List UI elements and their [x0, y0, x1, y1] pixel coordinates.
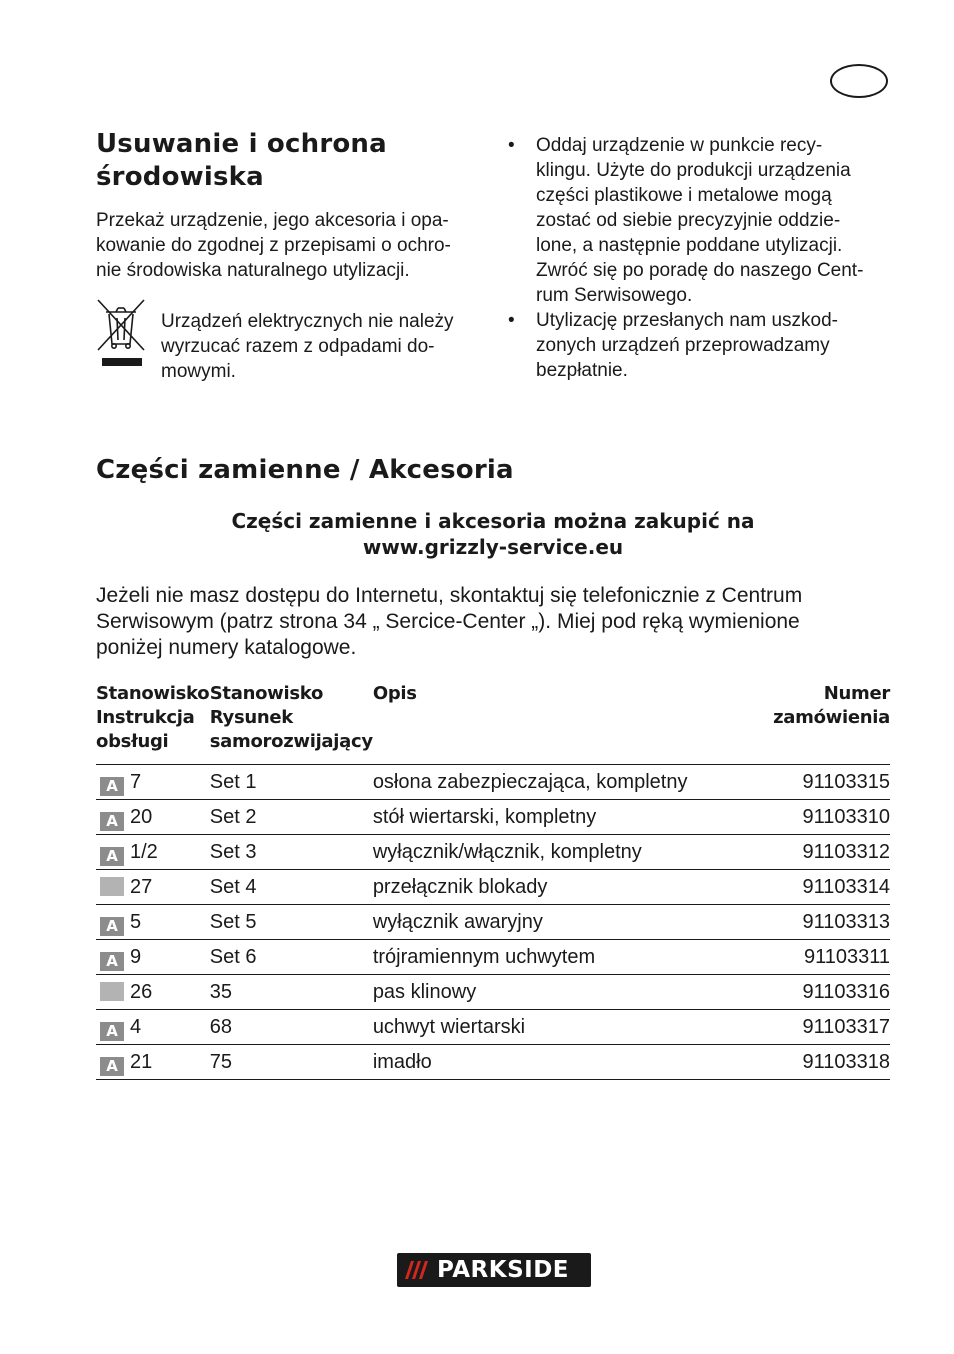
weee-note: Urządzeń elektrycznych nie należy wyrzucać razem z odpadami do- mowymi. [161, 311, 454, 382]
cell-drawing-position: Set 3 [210, 835, 373, 870]
parts-table [96, 682, 890, 1080]
cell-manual-position [96, 940, 210, 975]
cell-description: osłona zabezpieczająca, kompletny [373, 765, 725, 800]
position-number: 9 [130, 946, 142, 968]
cell-order-number: 91103315 [725, 765, 890, 800]
position-number: 27 [130, 876, 153, 898]
figure-tag-icon: A [100, 847, 124, 866]
figure-tag-icon: A [100, 952, 124, 971]
parkside-logo [397, 1253, 591, 1287]
position-number: 5 [130, 911, 142, 933]
figure-tag-icon: A [100, 777, 124, 796]
cell-drawing-position: Set 5 [210, 905, 373, 940]
cell-drawing-position: 75 [210, 1045, 373, 1080]
cell-description: stół wiertarski, kompletny [373, 800, 725, 835]
cell-drawing-position: 35 [210, 975, 373, 1010]
table-row [96, 1010, 890, 1045]
figure-tag-icon [100, 877, 124, 896]
cell-manual-position [96, 800, 210, 835]
disposal-bullets [506, 133, 886, 383]
disposal-title: Usuwanie i ochrona środowiska [96, 129, 387, 192]
cell-manual-position [96, 1045, 210, 1080]
figure-tag-icon: A [100, 1057, 124, 1076]
figure-tag-icon [100, 982, 124, 1001]
header-drawing-position: Stanowisko Rysunek samorozwijający [209, 683, 373, 752]
cell-drawing-position: Set 2 [210, 800, 373, 835]
header-description: Opis [372, 683, 417, 704]
cell-order-number: 91103314 [725, 870, 890, 905]
cell-description: wyłącznik awaryjny [373, 905, 725, 940]
cell-order-number: 91103311 [725, 940, 890, 975]
table-row [96, 975, 890, 1010]
cell-manual-position [96, 835, 210, 870]
parts-title: Części zamienne / Akcesoria [96, 455, 514, 485]
bullet-icon: • [508, 135, 515, 156]
table-row [96, 940, 890, 975]
position-number: 20 [130, 806, 153, 828]
cell-manual-position [96, 765, 210, 800]
table-header-row [96, 682, 890, 765]
position-number: 26 [130, 981, 153, 1003]
table-row [96, 905, 890, 940]
table-row [96, 835, 890, 870]
cell-order-number: 91103317 [725, 1010, 890, 1045]
table-row [96, 800, 890, 835]
bullet-item: • Utylizację przesłanych nam uszkod- zonych urządzeń przeprowadzamy bezpłatnie. [508, 310, 839, 381]
position-number: 7 [130, 771, 142, 793]
cell-order-number: 91103313 [725, 905, 890, 940]
cell-order-number: 91103312 [725, 835, 890, 870]
cell-drawing-position: Set 6 [210, 940, 373, 975]
cell-manual-position [96, 1010, 210, 1045]
crossed-bin-icon [96, 298, 146, 370]
position-number: 4 [130, 1016, 142, 1038]
cell-description: uchwyt wiertarski [373, 1010, 725, 1045]
cell-description: trójramiennym uchwytem [373, 940, 725, 975]
intro-paragraph: Jeżeli nie masz dostępu do Internetu, skontaktuj się telefonicznie z Centrum Serwisowym (patrz strona 34 „ Sercice-Center „). Miej pod ręką wymienione poniżej numery katalogowe. [96, 584, 803, 659]
disposal-paragraph: Przekaż urządzenie, jego akcesoria i opa- kowanie do zgodnej z przepisami o ochro- nie środowiska naturalnego utylizacji. [96, 210, 451, 281]
cell-description: pas klinowy [373, 975, 725, 1010]
bullet-icon: • [508, 310, 515, 331]
cell-description: imadło [373, 1045, 725, 1080]
figure-tag-icon: A [100, 1022, 124, 1041]
cell-manual-position [96, 870, 210, 905]
cell-order-number: 91103310 [725, 800, 890, 835]
table-row [96, 765, 890, 800]
service-link[interactable]: www.grizzly-service.eu [362, 535, 624, 559]
cell-manual-position [96, 975, 210, 1010]
table-row [96, 1045, 890, 1080]
order-info [96, 508, 890, 560]
position-number: 1/2 [130, 841, 158, 863]
figure-tag-icon: A [100, 917, 124, 936]
bullet-item: • Oddaj urządzenie w punkcie recy- klingu. Użyte do produkcji urządzenia części plastikowe i metalowe mogą zostać od siebie precyzyjnie oddzie- lone, a następnie poddane utylizacji. Zwróć się po poradę do naszego Cent- rum Serwisowego. [508, 135, 864, 306]
order-text: Części zamienne i akcesoria można zakupić na [231, 509, 755, 533]
cell-drawing-position: Set 1 [210, 765, 373, 800]
header-manual-position: Stanowisko Instrukcja obsługi [96, 683, 210, 752]
cell-drawing-position: 68 [210, 1010, 373, 1045]
cell-drawing-position: Set 4 [210, 870, 373, 905]
cell-description: wyłącznik/włącznik, kompletny [373, 835, 725, 870]
cell-order-number: 91103318 [725, 1045, 890, 1080]
logo-stripes-icon [397, 1253, 437, 1287]
language-badge [830, 64, 888, 98]
header-order-number: Numer zamówienia [773, 683, 890, 728]
cell-order-number: 91103316 [725, 975, 890, 1010]
cell-description: przełącznik blokady [373, 870, 725, 905]
brand-wordmark: PARKSIDE [437, 1257, 570, 1283]
table-row [96, 870, 890, 905]
position-number: 21 [130, 1051, 153, 1073]
figure-tag-icon: A [100, 812, 124, 831]
cell-manual-position [96, 905, 210, 940]
